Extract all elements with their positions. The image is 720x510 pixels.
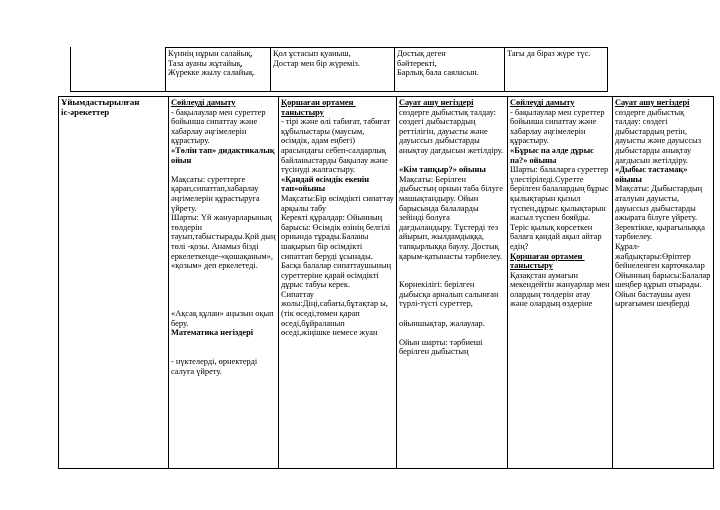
game-title: «Төлін тап» дидактикалық ойын	[171, 145, 277, 165]
section-text: сөздерге дыбыстық талдау: сөздегі дыбыстардың реттілігін, дауысты және дауыссыз дыбыстарды анықтау дағдысын жетілдіру.	[399, 107, 504, 155]
row-label-cell	[58, 96, 169, 469]
rhyme-line: Тағы да біраз жүре түс.	[507, 49, 591, 58]
section-text: Ойын шарты: тәрбиеші берілген дыбыстың	[399, 337, 485, 357]
section-heading: Сауат ашу негіздері	[399, 98, 474, 107]
section-text: Мақсаты: суреттерге қарап,сипаттап,хабарлау әңгімелерін құрастыруға үйрету.	[171, 174, 262, 213]
top-row-left-edge	[70, 47, 71, 92]
section-heading: Қоршаған ортамен таныстыру	[510, 251, 585, 271]
top-row-bottom-line	[70, 91, 608, 92]
activity-cell-4	[507, 96, 613, 469]
section-text: Мақсаты: Дыбыстардың аталуын дауысты, дауыссыз дыбыстарды ажырата білуге үйрету. Зеректікке, қырағылыққа тәрбиелеу.	[615, 184, 708, 242]
top-cell-rhyme-1	[165, 47, 271, 92]
section-text: Мақсаты: Берілген дыбыстың орнын таба білуге машықтандыру. Ойын барысында балаларды зейінді болуға дағдыландыру. Тұстерді тез айырып, жылдамдыққа, тапқырлыққа баулу. Достық қарым-қатынасты тәрбиелеу.	[399, 174, 506, 261]
game-title: «Кім тапқыр?» ойыны	[399, 165, 486, 175]
activity-cell-5	[612, 96, 714, 469]
game-title: «Бұрыс па әлде дұрыс па?» ойыны	[510, 145, 596, 165]
section-text: Құрал-жабдықтары:Өріптер бейнеленген карточкалар	[615, 241, 705, 271]
top-cell-rhyme-4	[504, 47, 608, 92]
row-label-line: Ұйымдастырылған	[61, 97, 140, 107]
rhyme-line: Достар мен бір жүреміз.	[273, 58, 360, 68]
section-text: Керекті құралдар: Ойынның барысы: Өсімдік өзінің белгілі орнында тұрады.Баланы шақырып бір өсімдікті сипаттап беруді ұсынады. Басқа балалар сипаттаушының суреттеріне қарай өсімдікті дұрыс табуы керек.	[281, 213, 394, 290]
section-text: Қазақстан аумағын мекендейтін жануарлар мен олардың төлдерін атау және олардың өздеріне	[510, 270, 612, 309]
section-text: Мақсаты:Бір өсімдікті сипаттау арқылы табу	[281, 193, 396, 213]
section-heading: Сөйлеуді дамыту	[510, 98, 575, 107]
game-title: «Дыбыс тастамақ» ойыны	[615, 165, 690, 184]
rhyme-line: Күннің нұрын салайық,	[168, 49, 253, 58]
game-title: «Қандай өсімдік екенін тап»ойыны	[281, 174, 372, 194]
section-heading: Қоршаған ортамен таныстыру	[281, 98, 356, 117]
section-text: «Ақсақ құлан» аңызын оқып беру.	[171, 309, 276, 328]
section-text: - бақылаулар мен суреттер бойынша сипаттау және хабарлау әңгімелерін құрастыру.	[510, 107, 607, 146]
section-text: - тірі және өлі табиғат, табиғат құбылыстары (маусым, өсімдік, адам еңбегі) арасындағы себеп-салдарлық байланыстарды бақылау және түсінуді жалғастыру.	[281, 117, 393, 175]
section-text: - бақылаулар мен суреттер бойынша сипаттау және хабарлау әңгімелерін құрастыру.	[171, 107, 268, 146]
section-heading: Сөйлеуді дамыту	[171, 98, 236, 107]
activity-cell-1	[168, 96, 279, 469]
section-text: Шарты: балаларға суреттер үлестіріледі.Суретте берілген балалардың бұрыс қылықтарын қызыл түспен,дұрыс қылықтарын жасыл түспен бояйды. Теріс қылық көрсеткен балаға қандай ақыл айтар едің?	[510, 165, 611, 251]
rhyme-line: Таза ауаны жұтайық,	[168, 58, 243, 68]
rhyme-line: Достық деген	[397, 49, 446, 58]
activity-cell-2	[278, 96, 397, 469]
activity-cell-3	[396, 96, 508, 469]
top-cell-rhyme-3	[394, 47, 505, 92]
top-cell-rhyme-2	[270, 47, 395, 92]
section-heading: Математика негіздері	[171, 328, 254, 338]
section-text: Көрнекілігі: берілген дыбысқа арналып салынған түрлі-түсті суреттер,	[399, 280, 501, 309]
section-text: - нүктелерді, өрнектерді салуға үйрету.	[171, 357, 260, 376]
rhyme-line: Жүрекке жылу салайық.	[168, 68, 255, 78]
rhyme-line: Барлық бала саяласын.	[397, 68, 479, 78]
rhyme-line: бәйтеректі,	[397, 58, 437, 68]
section-text: Шарты: Үй жануарларының төлдерін тауып,табыстырады.Қой дың төлі -қозы. Анамыз бізді еркелеткенде-«қошақаным», «қозым» деп еркелетеді.	[171, 213, 278, 271]
section-text: Ойынның барысы:Балалар шеңбер құрып отырады. Ойын бастаушы ауен ырғағымен шеңбердi	[615, 270, 713, 309]
rhyme-line: Қол ұстасып қуаныш,	[273, 49, 351, 58]
section-text: Сипаттау жолы:Діңі,сабағы,бұтақтар ы,(тік өседі,төмен қарап өседі,бұйраланып өседі,жіңішке немесе жуан	[281, 289, 388, 338]
section-text: сөздерге дыбыстық талдау: сөздегі дыбыстардың ретін, дауысты және дауыссыз дыбыстарды анықтау дағдысын жетілдіру.	[615, 107, 704, 165]
section-heading: Сауат ашу негіздері	[615, 98, 690, 107]
section-text: ойыншықтар, жалаулар.	[399, 318, 485, 328]
row-label-line: іс-әрекеттер	[61, 106, 110, 117]
